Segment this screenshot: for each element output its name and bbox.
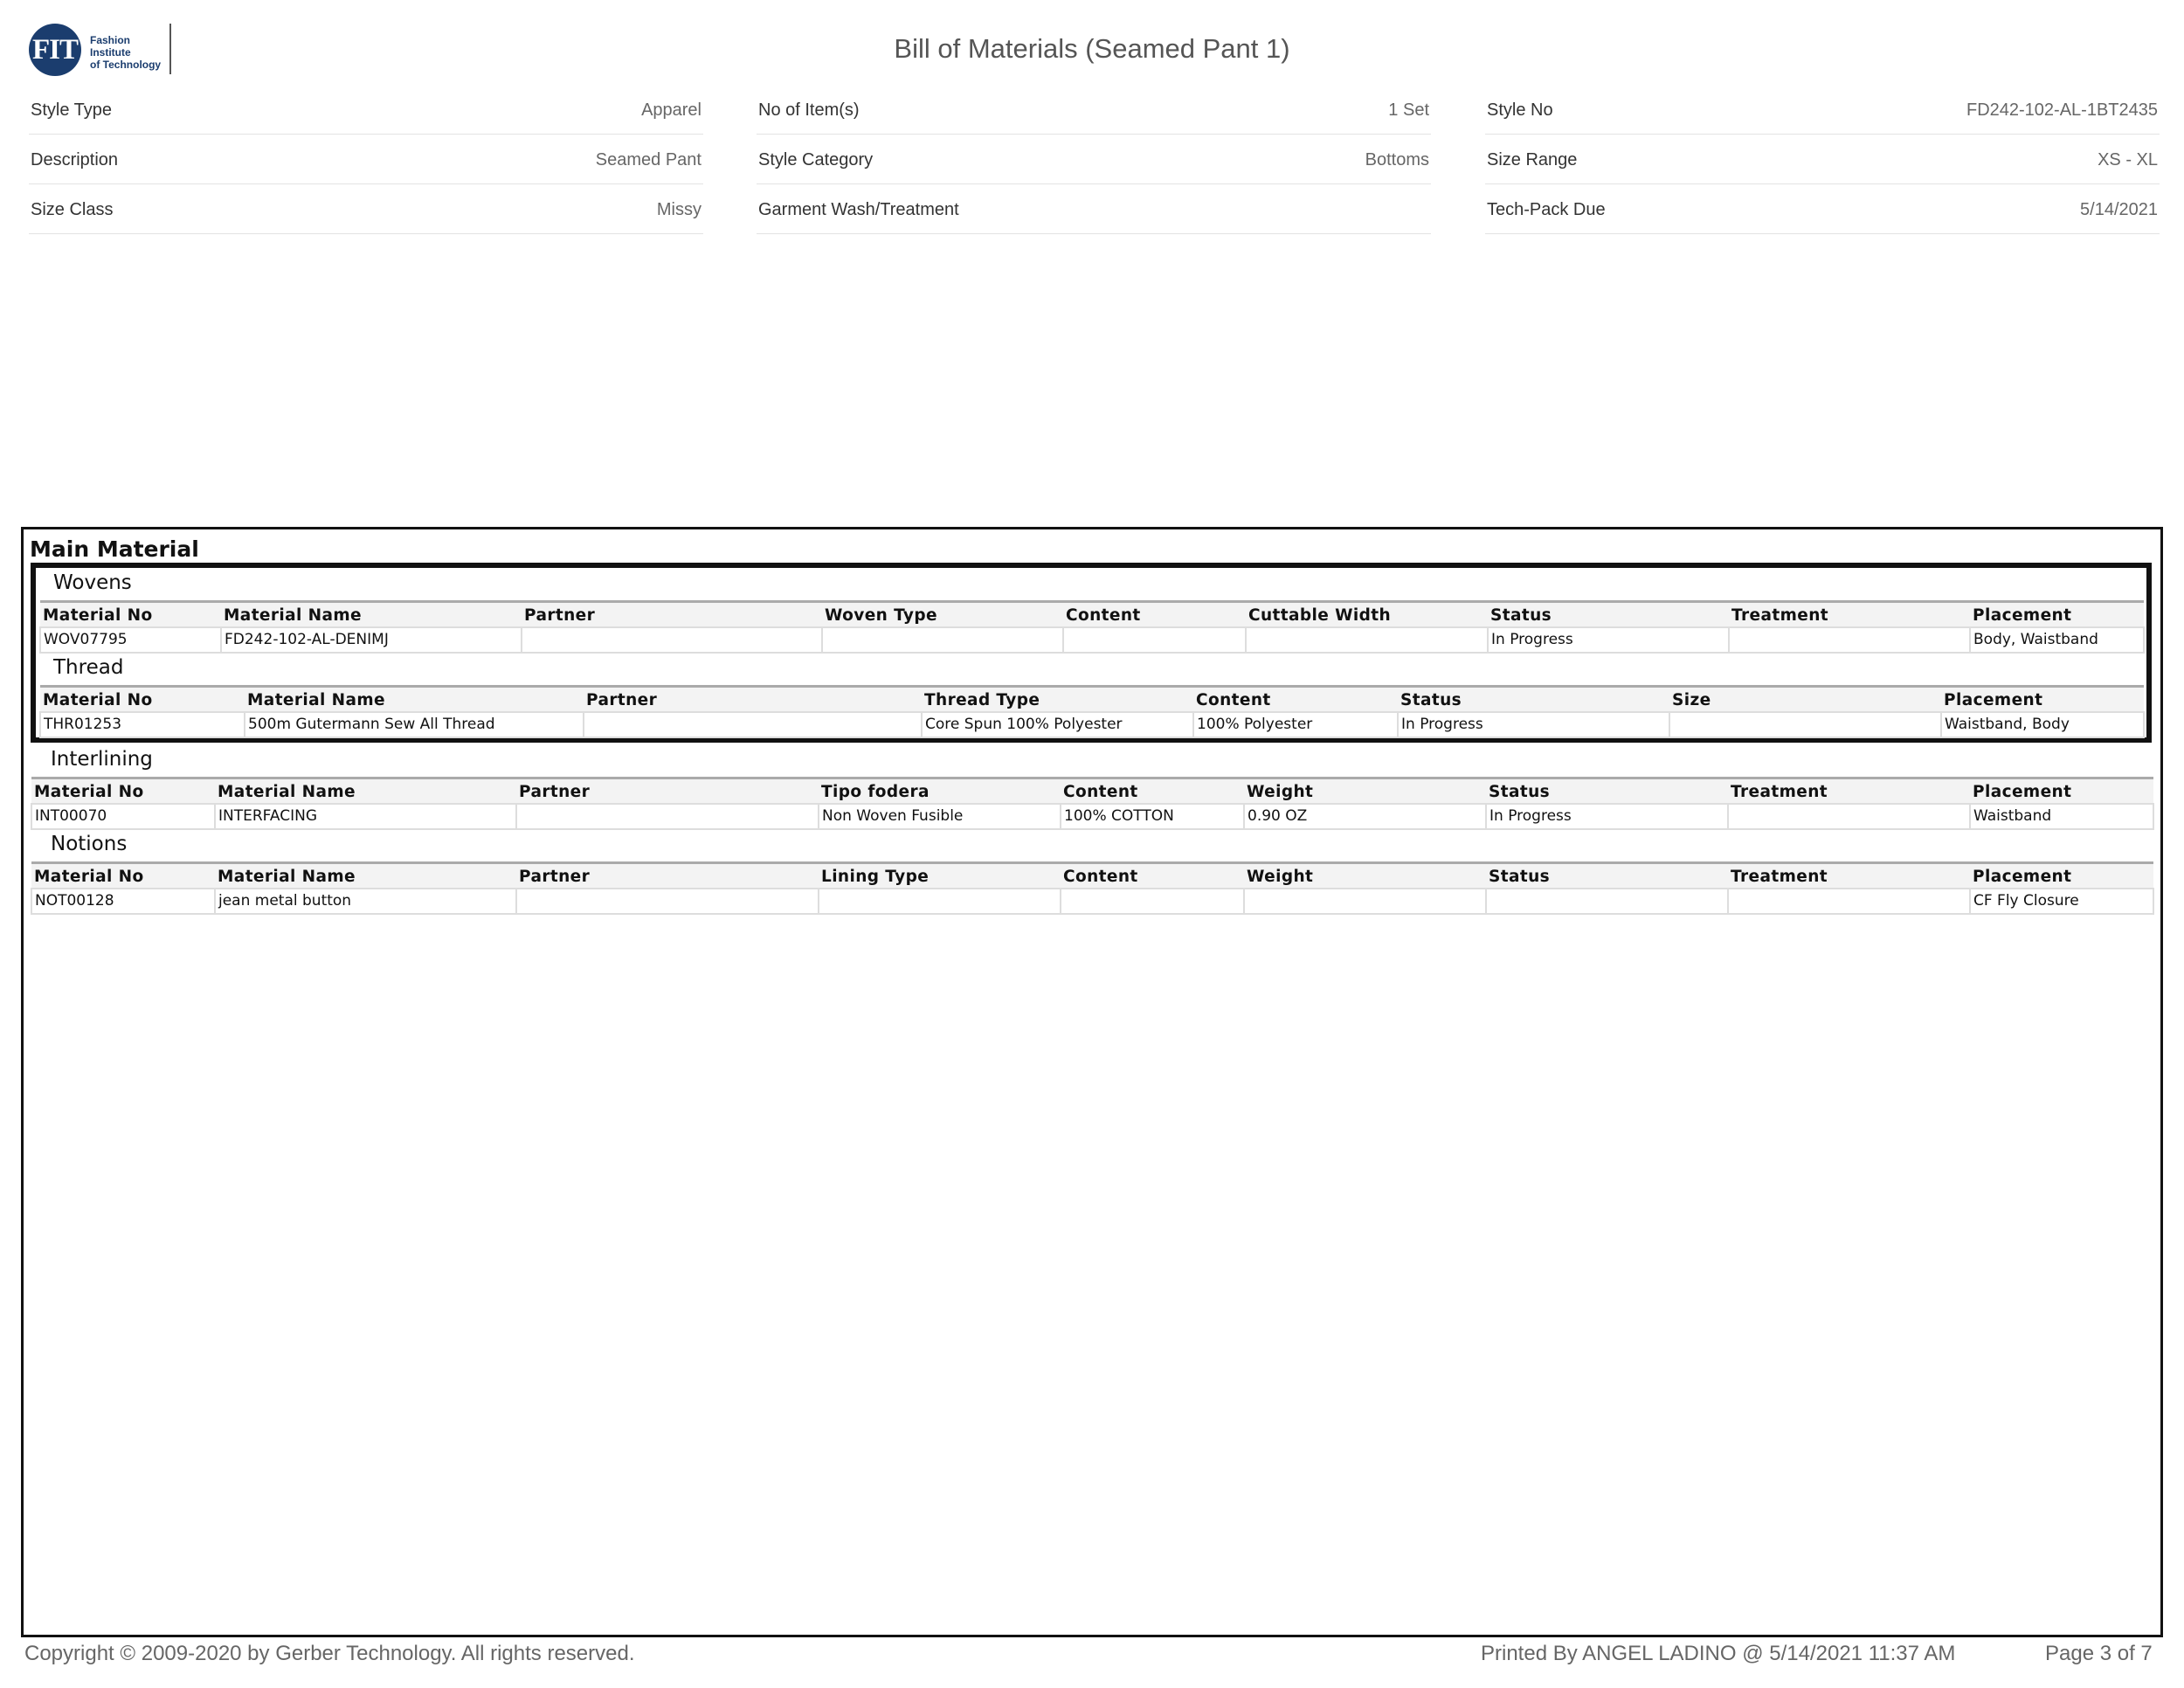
table-cell bbox=[1669, 712, 1941, 737]
column-header: Placement bbox=[1941, 687, 2144, 712]
info-row-style-type bbox=[29, 85, 703, 135]
column-header: Status bbox=[1488, 602, 1729, 627]
info-value: 5/14/2021 bbox=[2080, 199, 2158, 219]
table-cell: FD242-102-AL-DENIMJ bbox=[221, 627, 522, 653]
table-cell: WOV07795 bbox=[40, 627, 221, 653]
column-header: Cuttable Width bbox=[1246, 602, 1488, 627]
info-row-garment-wash bbox=[757, 184, 1431, 234]
column-header: Treatment bbox=[1729, 602, 1970, 627]
info-value: Seamed Pant bbox=[595, 149, 702, 169]
table-cell bbox=[822, 627, 1063, 653]
table-cell bbox=[819, 889, 1061, 914]
table-cell: In Progress bbox=[1488, 627, 1729, 653]
info-value: Apparel bbox=[641, 100, 702, 120]
interlining-table bbox=[31, 777, 2154, 830]
table-cell: 0.90 OZ bbox=[1244, 804, 1486, 829]
column-header: Material No bbox=[31, 778, 215, 804]
column-header: Placement bbox=[1970, 602, 2144, 627]
table-cell: 100% COTTON bbox=[1061, 804, 1244, 829]
table-cell: Waistband bbox=[1970, 804, 2153, 829]
table-cell bbox=[516, 889, 819, 914]
column-header: Status bbox=[1486, 863, 1728, 889]
table-cell: THR01253 bbox=[40, 712, 245, 737]
info-row-style-no bbox=[1485, 85, 2160, 135]
column-header: Content bbox=[1193, 687, 1398, 712]
column-header: Material Name bbox=[215, 863, 516, 889]
table-cell bbox=[1063, 627, 1246, 653]
info-row-size-range bbox=[1485, 135, 2160, 184]
column-header: Content bbox=[1061, 863, 1244, 889]
footer-copyright: Copyright © 2009-2020 by Gerber Technology. All rights reserved. bbox=[24, 1642, 635, 1665]
info-label: Style Category bbox=[758, 149, 874, 169]
logo-line-2: of Technology bbox=[90, 59, 162, 71]
column-header: Material Name bbox=[245, 687, 584, 712]
table-cell: 100% Polyester bbox=[1193, 712, 1398, 737]
table-row bbox=[40, 712, 2144, 737]
table-cell bbox=[1729, 627, 1970, 653]
notions-title: Notions bbox=[51, 833, 128, 855]
info-label: Tech-Pack Due bbox=[1487, 199, 1606, 219]
column-header: Content bbox=[1063, 602, 1246, 627]
table-cell bbox=[1246, 627, 1488, 653]
column-header: Weight bbox=[1244, 863, 1486, 889]
column-header: Status bbox=[1398, 687, 1669, 712]
column-header: Woven Type bbox=[822, 602, 1063, 627]
main-material-section bbox=[21, 527, 2163, 1637]
notions-table bbox=[31, 861, 2154, 915]
wovens-table bbox=[39, 600, 2145, 654]
table-header-row bbox=[40, 602, 2144, 627]
table-header-row bbox=[31, 778, 2153, 804]
info-row-description bbox=[29, 135, 703, 184]
column-header: Treatment bbox=[1728, 778, 1970, 804]
table-cell bbox=[1244, 889, 1486, 914]
info-value: 1 Set bbox=[1388, 100, 1429, 120]
column-header: Content bbox=[1061, 778, 1244, 804]
table-cell: Non Woven Fusible bbox=[819, 804, 1061, 829]
column-header: Partner bbox=[516, 778, 819, 804]
info-value: Bottoms bbox=[1365, 149, 1429, 169]
column-header: Tipo fodera bbox=[819, 778, 1061, 804]
info-row-no-of-items bbox=[757, 85, 1431, 135]
info-row-style-category bbox=[757, 135, 1431, 184]
column-header: Partner bbox=[584, 687, 922, 712]
column-header: Thread Type bbox=[922, 687, 1193, 712]
table-cell: CF Fly Closure bbox=[1970, 889, 2153, 914]
info-row-size-class bbox=[29, 184, 703, 234]
column-header: Material Name bbox=[215, 778, 516, 804]
table-cell bbox=[1061, 889, 1244, 914]
table-cell: Body, Waistband bbox=[1970, 627, 2144, 653]
interlining-title: Interlining bbox=[51, 748, 153, 771]
table-cell: INT00070 bbox=[31, 804, 215, 829]
table-row bbox=[31, 889, 2153, 914]
table-cell: jean metal button bbox=[215, 889, 516, 914]
info-column-3 bbox=[1485, 85, 2160, 234]
table-cell: NOT00128 bbox=[31, 889, 215, 914]
wovens-title: Wovens bbox=[53, 571, 132, 594]
table-cell bbox=[1728, 889, 1970, 914]
footer-page-number: Page 3 of 7 bbox=[2045, 1642, 2153, 1665]
thread-title: Thread bbox=[53, 656, 124, 679]
column-header: Placement bbox=[1970, 778, 2153, 804]
column-header: Partner bbox=[516, 863, 819, 889]
column-header: Treatment bbox=[1728, 863, 1970, 889]
info-value: Missy bbox=[656, 199, 702, 219]
table-row bbox=[40, 627, 2144, 653]
table-cell bbox=[1486, 889, 1728, 914]
column-header: Material No bbox=[40, 687, 245, 712]
info-label: Size Range bbox=[1487, 149, 1578, 169]
column-header: Material No bbox=[31, 863, 215, 889]
column-header: Partner bbox=[522, 602, 822, 627]
column-header: Placement bbox=[1970, 863, 2153, 889]
table-cell bbox=[522, 627, 822, 653]
page-title: Bill of Materials (Seamed Pant 1) bbox=[894, 33, 1290, 64]
column-header: Status bbox=[1486, 778, 1728, 804]
column-header: Material No bbox=[40, 602, 221, 627]
main-material-title: Main Material bbox=[30, 536, 199, 562]
info-label: Size Class bbox=[31, 199, 114, 219]
table-cell bbox=[1728, 804, 1970, 829]
logo-line-1: Fashion Institute bbox=[90, 34, 131, 59]
fabric-group-frame bbox=[31, 563, 2152, 743]
column-header: Weight bbox=[1244, 778, 1486, 804]
table-cell: In Progress bbox=[1486, 804, 1728, 829]
table-cell bbox=[516, 804, 819, 829]
fit-logo-mark: FIT bbox=[29, 24, 81, 76]
table-cell: Core Spun 100% Polyester bbox=[922, 712, 1193, 737]
info-label: Style No bbox=[1487, 100, 1553, 120]
info-row-tech-pack-due bbox=[1485, 184, 2160, 234]
thread-table bbox=[39, 685, 2145, 738]
info-label: Description bbox=[31, 149, 119, 169]
table-cell: In Progress bbox=[1398, 712, 1669, 737]
table-cell: Waistband, Body bbox=[1941, 712, 2144, 737]
info-column-2 bbox=[757, 85, 1431, 234]
table-cell: INTERFACING bbox=[215, 804, 516, 829]
info-label: No of Item(s) bbox=[758, 100, 860, 120]
table-header-row bbox=[40, 687, 2144, 712]
table-cell: 500m Gutermann Sew All Thread bbox=[245, 712, 584, 737]
info-value: XS - XL bbox=[2098, 149, 2158, 169]
column-header: Size bbox=[1669, 687, 1941, 712]
info-label: Style Type bbox=[31, 100, 113, 120]
table-cell bbox=[584, 712, 922, 737]
info-value: FD242-102-AL-1BT2435 bbox=[1966, 100, 2158, 120]
table-row bbox=[31, 804, 2153, 829]
info-label: Garment Wash/Treatment bbox=[758, 199, 959, 219]
column-header: Lining Type bbox=[819, 863, 1061, 889]
table-header-row bbox=[31, 863, 2153, 889]
info-column-1 bbox=[29, 85, 703, 234]
column-header: Material Name bbox=[221, 602, 522, 627]
footer-printed-by: Printed By ANGEL LADINO @ 5/14/2021 11:37 AM bbox=[1481, 1642, 1956, 1665]
